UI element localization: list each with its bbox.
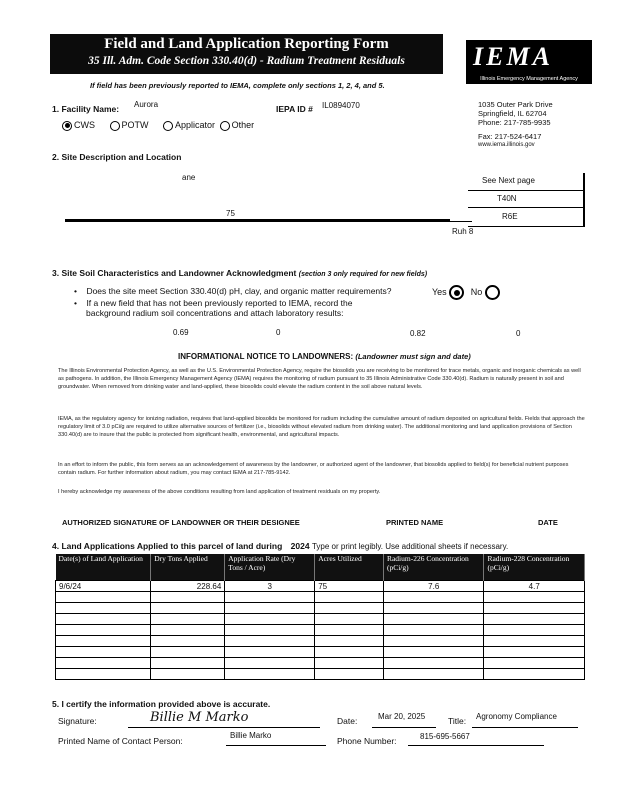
table-cell[interactable]	[484, 592, 585, 603]
table-cell[interactable]	[315, 625, 384, 636]
table-cell[interactable]: 9/6/24	[56, 581, 151, 592]
phone-label: Phone Number:	[337, 736, 397, 746]
section-number-value[interactable]: 75	[226, 209, 235, 218]
table-cell[interactable]	[151, 658, 225, 669]
table-cell[interactable]: 228.64	[151, 581, 225, 592]
table-row	[56, 658, 585, 669]
divider	[468, 190, 584, 191]
application-year[interactable]: 2024	[290, 541, 310, 551]
table-cell[interactable]	[151, 647, 225, 658]
divider	[128, 727, 320, 728]
facility-name-value[interactable]: Aurora	[134, 100, 159, 109]
divider	[226, 745, 326, 746]
divider	[468, 207, 584, 208]
table-cell[interactable]	[383, 592, 484, 603]
table-cell[interactable]	[383, 636, 484, 647]
table-cell[interactable]	[484, 625, 585, 636]
form-title: Field and Land Application Reporting Form	[104, 36, 389, 52]
soil-value-3[interactable]: 0.82	[410, 329, 426, 338]
divider	[408, 745, 544, 746]
yes-no-options: Yes No	[432, 285, 500, 300]
col-rate: Application Rate (Dry Tons / Acre)	[225, 554, 315, 581]
radio-other[interactable]	[220, 121, 230, 131]
table-row	[56, 669, 585, 680]
radio-potw[interactable]	[110, 121, 120, 131]
table-cell[interactable]	[484, 603, 585, 614]
table-cell[interactable]	[56, 658, 151, 669]
table-cell[interactable]	[225, 592, 315, 603]
notice-paragraph-1: The Illinois Environmental Protection Agency, as well as the U.S. Environmental Protection Agency, require the biosolids you are receiving to be monitored for trace metals, organic and inorganic chemicals as well as pathogens. In addition, the Illinois Emergency Management Agency (IEMA) requires the monitoring of radium pursuant to 35 Illinois Administrative Code 330.40(d). Radium is naturally present in soil and groundwater. When removed from drinking water and land-applied, these biosolids could elevate the radium content in the soil above natural levels.	[58, 368, 581, 390]
site-desc-value[interactable]: ane	[182, 173, 196, 182]
table-row	[56, 625, 585, 636]
date-value[interactable]: Mar 20, 2025	[378, 712, 426, 721]
table-cell[interactable]: 75	[315, 581, 384, 592]
table-cell[interactable]	[383, 603, 484, 614]
table-cell[interactable]	[383, 625, 484, 636]
contact-signature[interactable]: Billie M Marko	[150, 710, 249, 725]
table-cell[interactable]	[56, 614, 151, 625]
col-ra228: Radium-228 Concentration (pCi/g)	[484, 554, 585, 581]
table-cell[interactable]	[151, 636, 225, 647]
land-applications-label: 4. Land Applications Applied to this parcel of land during 2024 Type or print legibly. Use additional sheets if necessary.	[52, 541, 509, 551]
col-acres: Acres Utilized	[315, 554, 384, 581]
table-cell[interactable]	[56, 636, 151, 647]
certify-label: 5. I certify the information provided above is accurate.	[52, 699, 271, 709]
date-field-label: Date:	[337, 716, 358, 726]
table-cell[interactable]	[56, 647, 151, 658]
table-header-row	[56, 554, 585, 581]
col-date: Date(s) of Land Application	[56, 554, 151, 581]
divider	[583, 173, 585, 227]
table-cell[interactable]	[383, 658, 484, 669]
table-cell[interactable]	[225, 658, 315, 669]
printed-name-label: PRINTED NAME	[386, 518, 444, 527]
title-value[interactable]: Agronomy Compliance	[476, 712, 557, 721]
iema-logo	[466, 40, 592, 84]
table-row	[56, 614, 585, 625]
table-row	[56, 592, 585, 603]
logo-subtext: Illinois Emergency Management Agency	[480, 76, 578, 82]
ruh-value[interactable]: Ruh 8	[452, 227, 474, 236]
radio-no[interactable]	[485, 285, 500, 300]
table-cell[interactable]	[225, 614, 315, 625]
option-applicator[interactable]: Applicator	[163, 120, 215, 130]
phone-value[interactable]: 815-695-5667	[420, 732, 470, 741]
table-cell[interactable]	[315, 669, 384, 680]
table-cell[interactable]	[315, 614, 384, 625]
divider	[65, 219, 450, 222]
divider	[372, 727, 436, 728]
form-header	[50, 34, 443, 74]
col-dry-tons: Dry Tons Applied	[151, 554, 225, 581]
divider	[468, 226, 584, 227]
bullet-background: • If a new field that has not been previously reported to IEMA, record the background radium soil concentrations and attach laboratory results:	[74, 298, 353, 318]
authorized-signature-label: AUTHORIZED SIGNATURE OF LANDOWNER OR THEIR DESIGNEE	[62, 518, 300, 527]
signature-label: Signature:	[58, 716, 97, 726]
table-cell[interactable]	[484, 669, 585, 680]
table-cell[interactable]	[225, 647, 315, 658]
table-cell[interactable]	[56, 603, 151, 614]
notice-paragraph-2: IEMA, as the regulatory agency for ionizing radiation, requires that land-applied biosolids be monitored for radium including the cumulative amount of radium deposited on agricultural fields. Fields that approach the regulatory limit of 3.0 pCi/g are required to utilize alternative sources of fertilizer (i.e., biosolids without elevated radium from drinking water). The additional monitoring and land application provisions of Section 330.40(d) are to insure that the public is protected from significant health, environmental, and agricultural impacts.	[58, 416, 585, 438]
agency-address	[478, 100, 553, 150]
table-cell[interactable]	[151, 592, 225, 603]
table-cell[interactable]	[315, 647, 384, 658]
range-value[interactable]: R6E	[502, 212, 518, 221]
date-label: DATE	[538, 518, 558, 527]
table-cell[interactable]	[151, 603, 225, 614]
logo-text: IEMA	[473, 42, 553, 71]
contact-person-label: Printed Name of Contact Person:	[58, 736, 183, 746]
site-description-label: 2. Site Description and Location	[52, 152, 182, 162]
table-cell[interactable]	[151, 614, 225, 625]
soil-section-label: 3. Site Soil Characteristics and Landowner Acknowledgment (section 3 only required for new fields)	[52, 268, 428, 278]
table-cell[interactable]	[225, 603, 315, 614]
facility-type-options	[62, 120, 254, 131]
table-cell[interactable]	[315, 658, 384, 669]
table-cell[interactable]	[315, 603, 384, 614]
table-cell[interactable]	[383, 647, 484, 658]
land-application-table	[55, 554, 585, 680]
option-other[interactable]: Other	[220, 120, 255, 130]
table-cell[interactable]	[484, 614, 585, 625]
table-cell[interactable]	[484, 658, 585, 669]
table-cell[interactable]	[484, 647, 585, 658]
title-label: Title:	[448, 716, 467, 726]
table-cell[interactable]	[151, 625, 225, 636]
agency-address1: 1035 Outer Park Drive	[478, 100, 553, 109]
agency-web: www.iema.illinois.gov	[478, 142, 535, 148]
radio-cws[interactable]	[62, 121, 72, 131]
table-cell[interactable]	[383, 669, 484, 680]
facility-name-label: 1. Facility Name:	[52, 104, 120, 114]
bullet-ph-clay: • Does the site meet Section 330.40(d) pH, clay, and organic matter requirements?	[74, 286, 392, 296]
table-cell[interactable]	[225, 636, 315, 647]
radio-applicator[interactable]	[163, 121, 173, 131]
form-subtitle: 35 Ill. Adm. Code Section 330.40(d) - Radium Treatment Residuals	[88, 55, 405, 67]
table-row	[56, 636, 585, 647]
iepa-id-value[interactable]: IL0894070	[322, 101, 360, 110]
table-cell[interactable]	[225, 625, 315, 636]
table-row	[56, 581, 585, 592]
table-row	[56, 647, 585, 658]
divider	[472, 727, 578, 728]
agency-phone: Phone: 217-785-9935	[478, 118, 551, 127]
instruction-text: If field has been previously reported to IEMA, complete only sections 1, 2, 4, and 5.	[90, 81, 385, 90]
col-ra226: Radium-226 Concentration (pCi/g)	[383, 554, 484, 581]
township-value[interactable]: T40N	[497, 194, 517, 203]
table-cell[interactable]: 4.7	[484, 581, 585, 592]
option-cws[interactable]: CWS	[62, 120, 95, 130]
table-cell[interactable]: 7.6	[383, 581, 484, 592]
agency-fax: Fax: 217-524-6417	[478, 132, 542, 141]
radio-yes[interactable]	[449, 285, 464, 300]
option-potw[interactable]: POTW	[110, 120, 149, 130]
table-row	[56, 603, 585, 614]
notice-paragraph-4: I hereby acknowledge my awareness of the above conditions resulting from land application of treatment residuals on my property.	[58, 489, 381, 495]
table-cell[interactable]	[383, 614, 484, 625]
soil-value-2[interactable]: 0	[276, 328, 281, 337]
agency-address2: Springfield, IL 62704	[478, 109, 547, 118]
table-cell[interactable]	[225, 669, 315, 680]
see-next-page: See Next page	[482, 176, 535, 185]
table-cell[interactable]	[484, 636, 585, 647]
divider	[450, 221, 472, 222]
table-cell[interactable]	[315, 592, 384, 603]
table-cell[interactable]	[315, 636, 384, 647]
iepa-id-label: IEPA ID #	[276, 104, 313, 114]
table-cell[interactable]	[56, 669, 151, 680]
soil-value-1[interactable]: 0.69	[173, 328, 189, 337]
notice-title: INFORMATIONAL NOTICE TO LANDOWNERS: (Landowner must sign and date)	[178, 352, 471, 361]
table-cell[interactable]	[56, 625, 151, 636]
soil-value-4[interactable]: 0	[516, 329, 521, 338]
soil-section-note: (section 3 only required for new fields)	[298, 271, 428, 278]
table-cell[interactable]: 3	[225, 581, 315, 592]
table-cell[interactable]	[151, 669, 225, 680]
notice-paragraph-3: In an effort to inform the public, this form serves as an acknowledgement of awareness by the landowner, or authorized agent of the landowner, that biosolids applied to field(s) for beneficial nutrient purposes contain radium. For further information about radium, you may contact IEMA at 217-785-9142.	[58, 462, 569, 476]
contact-person-value[interactable]: Billie Marko	[230, 731, 272, 740]
table-cell[interactable]	[56, 592, 151, 603]
